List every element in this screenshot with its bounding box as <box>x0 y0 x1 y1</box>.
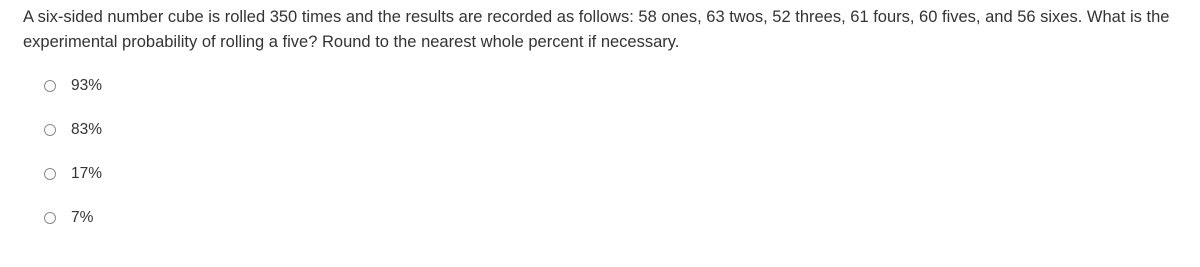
answer-option-label: 83% <box>71 121 103 138</box>
radio-button[interactable] <box>44 80 56 92</box>
answer-option-label: 7% <box>71 209 94 226</box>
answer-option-label: 17% <box>71 165 103 182</box>
answer-option-c[interactable] <box>44 160 102 188</box>
answer-option-b[interactable] <box>44 116 102 144</box>
radio-button[interactable] <box>44 124 56 136</box>
answer-option-a[interactable] <box>44 72 102 100</box>
radio-button[interactable] <box>44 168 56 180</box>
question-text: A six-sided number cube is rolled 350 times and the results are recorded as follows: 58 ones, 63 twos, 52 threes, 61 fours, 60 fives, and 56 sixes. What is the experimental probability of rolling a five? Round to the nearest whole percent if necessary. <box>23 8 1170 51</box>
radio-button[interactable] <box>44 212 56 224</box>
answer-options <box>44 72 102 248</box>
answer-option-d[interactable] <box>44 204 102 232</box>
answer-option-label: 93% <box>71 77 103 94</box>
